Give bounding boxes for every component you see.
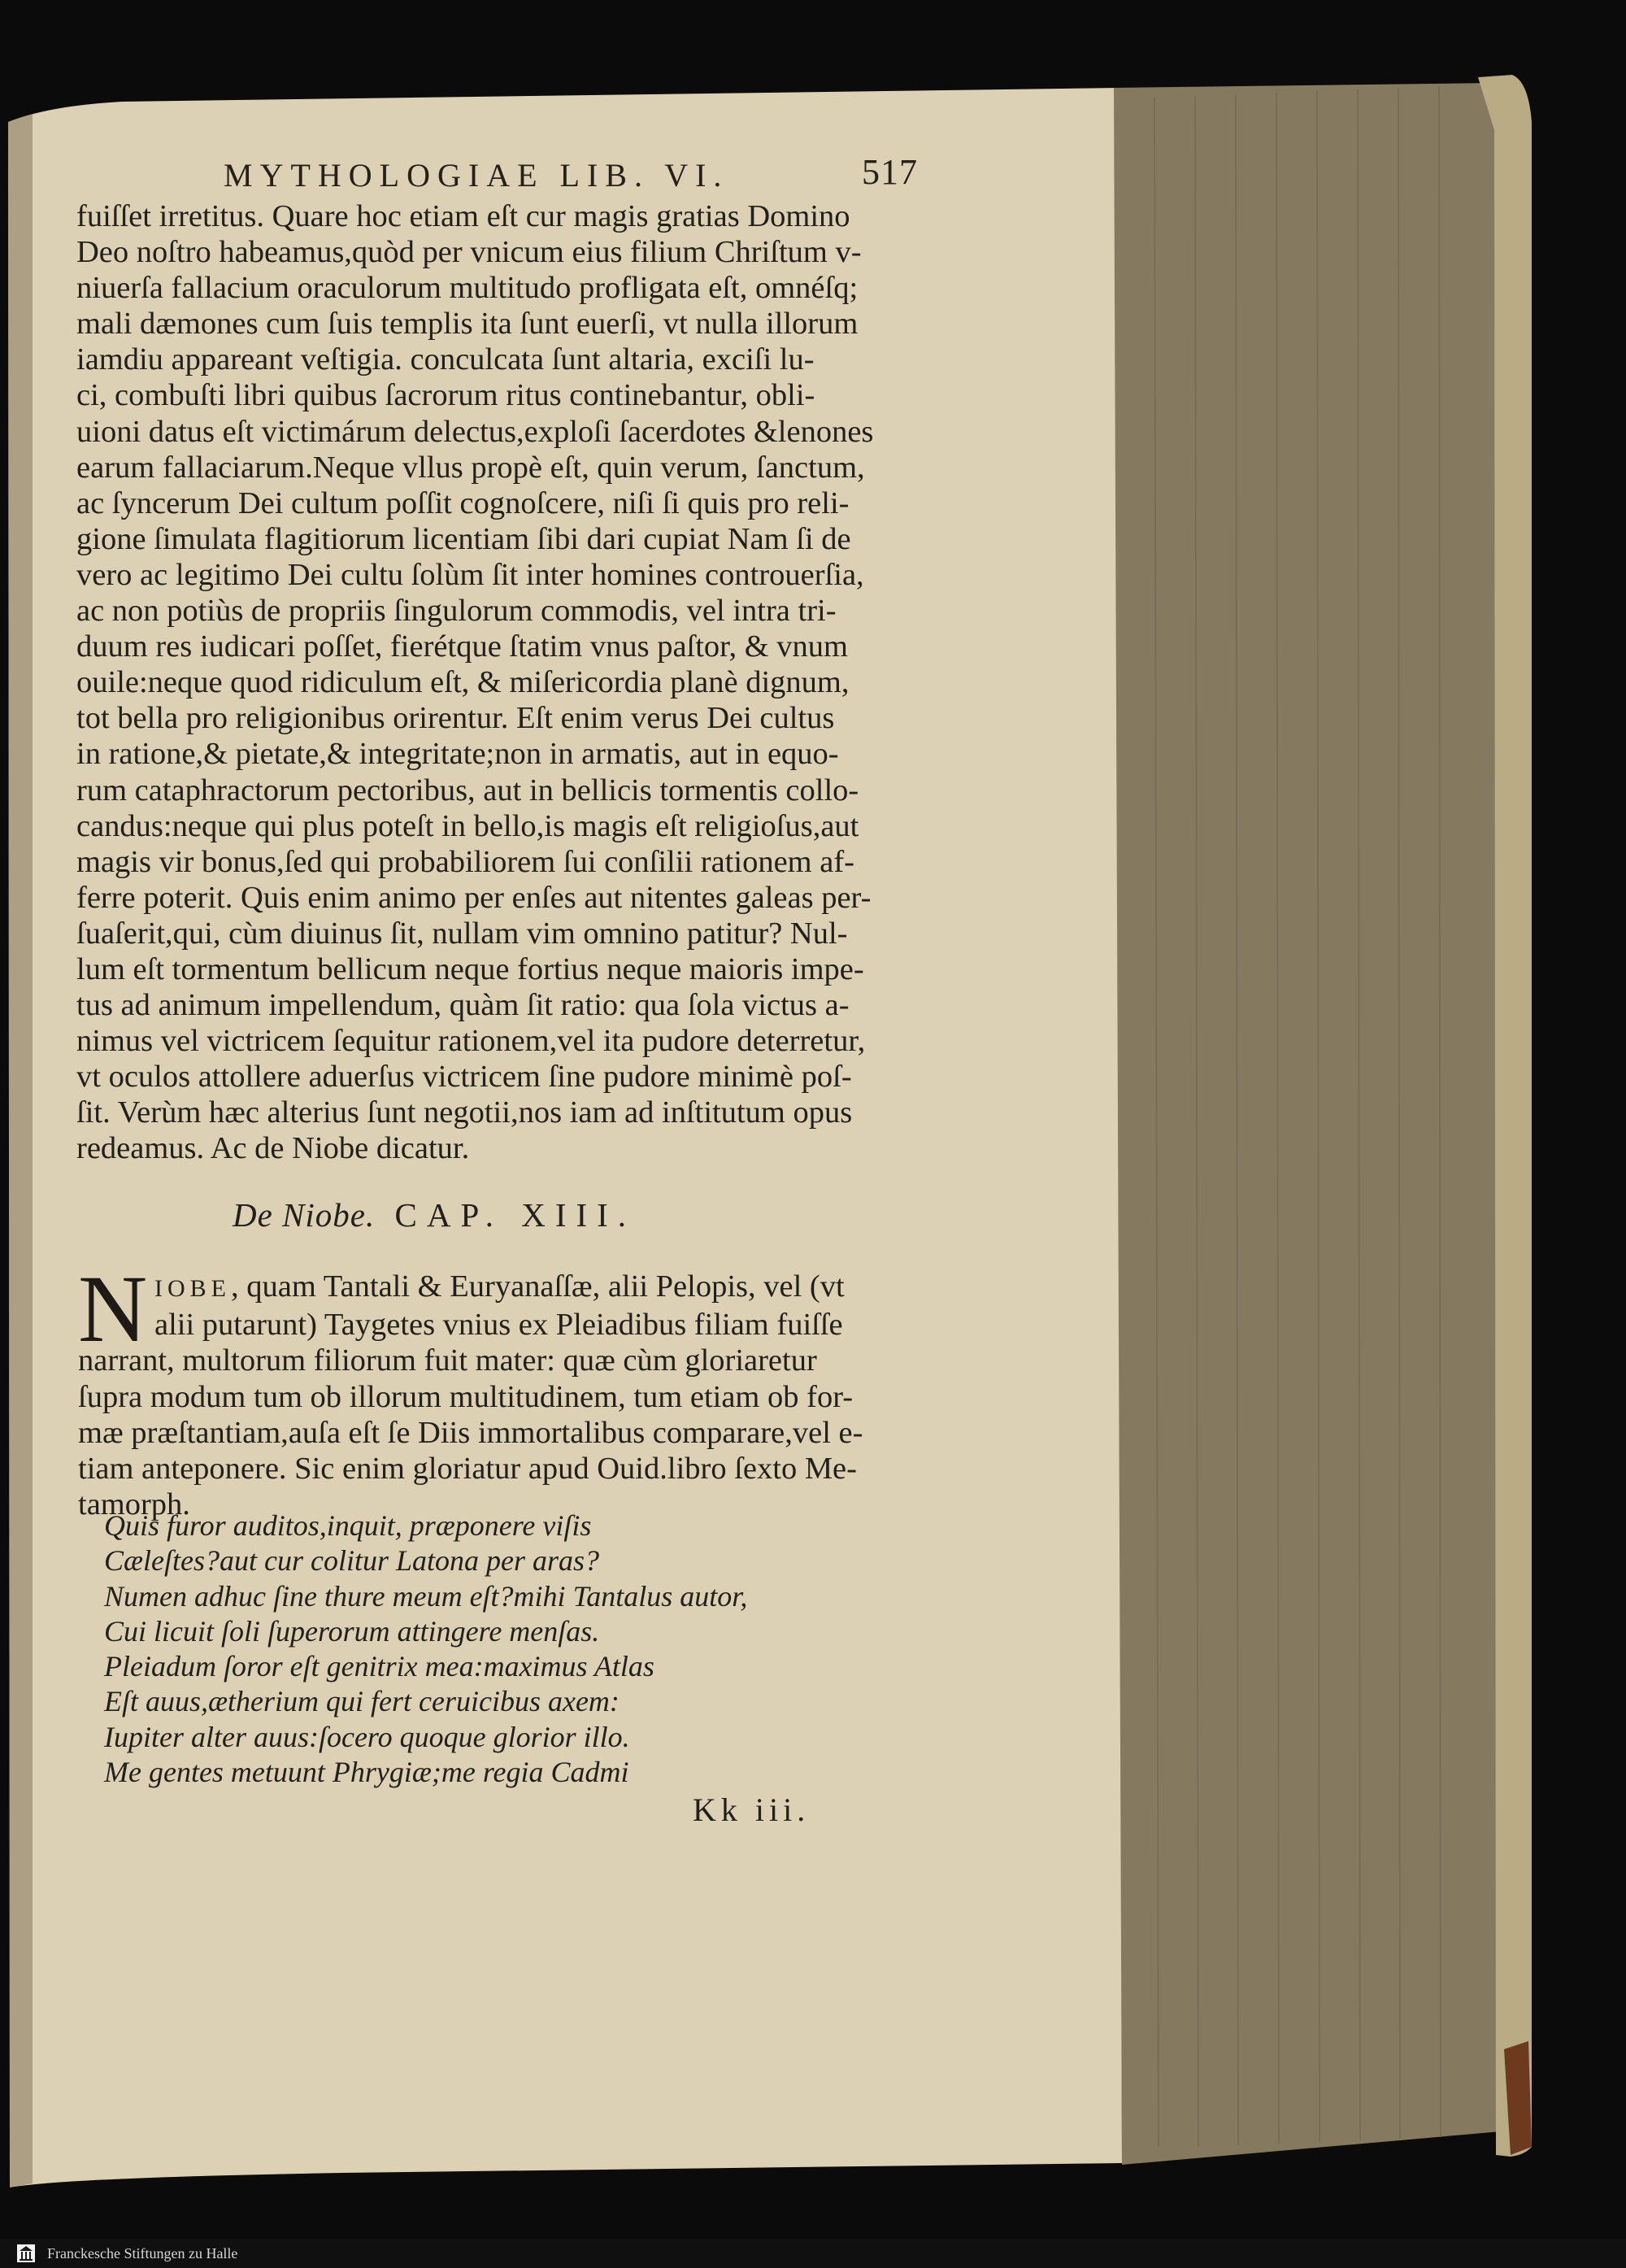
niobe-paragraph	[78, 1256, 932, 1522]
running-head: MYTHOLOGIAE LIB. VI.	[224, 157, 729, 194]
text-line: lum eſt tormentum bellicum neque fortius neque maioris impe-	[76, 951, 864, 986]
verse-line: Quis furor auditos,inquit, præponere viſis	[104, 1509, 592, 1542]
text-line: ouile:neque quod ridiculum eſt, & miſericordia planè dignum,	[76, 665, 850, 700]
text-line: mali dæmones cum ſuis templis ita ſunt euerſi, vt nulla illorum	[76, 307, 859, 342]
text-line: Deo noſtro habeamus,quòd per vnicum eius filium Chriſtum v-	[76, 235, 862, 270]
text-line: redeamus. Ac de Niobe dicatur.	[76, 1131, 470, 1166]
text-line: ſit. Verùm hæc alterius ſunt negotii,nos iam ad inſtitutum opus	[76, 1095, 853, 1130]
text-line: candus:neque qui plus poteſt in bello,is magis eſt religioſus,aut	[76, 808, 859, 843]
text-line: iamdiu appareant veſtigia. conculcata ſunt altaria, exciſi lu-	[76, 342, 815, 377]
small-caps-word: IOBE	[154, 1275, 231, 1302]
text-line: vt oculos attollere aduerſus victricem ſine pudore minimè poſ-	[76, 1060, 852, 1095]
text-line: tus ad animum impellendum, quàm ſit ratio: qua ſola victus a-	[76, 988, 850, 1023]
text-line: in ratione,& pietate,& integritate;non in armatis, aut in equo-	[76, 737, 839, 772]
text-line: ferre poterit. Quis enim animo per enſes aut nitentes galeas per-	[76, 880, 872, 915]
verse-line: Cui licuit ſoli ſuperorum attingere menſas.	[104, 1614, 600, 1648]
verse-line: Cæleſtes?aut cur colitur Latona per aras?	[104, 1544, 600, 1578]
text-line: duum res iudicari poſſet, fierétque ſtatim vnus paſtor, & vnum	[76, 629, 848, 664]
text-line: ac ſyncerum Dei cultum poſſit cognoſcere, niſi ſi quis pro reli-	[76, 485, 850, 520]
chapter-subject: De Niobe.	[233, 1196, 376, 1234]
institution-name: Franckesche Stiftungen zu Halle	[47, 2245, 238, 2261]
text-line: gione ſimulata flagitiorum licentiam ſibi dari cupiat Nam ſi de	[76, 521, 851, 556]
text-line: mæ præſtantiam,auſa eſt ſe Diis immortalibus comparare,vel e-	[78, 1415, 863, 1450]
text-line: tot bella pro religionibus orirentur. Eſt enim verus Dei cultus	[76, 701, 835, 736]
verse-line: Iupiter alter auus:ſocero quoque glorior illo.	[104, 1720, 630, 1753]
text-line: uioni datus eſt victimárum delectus,exploſi ſacerdotes &lenones	[76, 414, 874, 449]
footer-bar	[0, 2239, 1626, 2268]
text-line: magis vir bonus,ſed qui probabiliorem ſui conſilii rationem af-	[76, 844, 854, 879]
text-line: fuiſſet irretitus. Quare hoc etiam eſt cur magis gratias Domino	[76, 199, 850, 233]
text-line: nimus vel victricem ſequitur rationem,vel ita pudore deterretur,	[76, 1024, 866, 1059]
drop-cap: N	[78, 1256, 148, 1362]
text-line: ſuaſerit,qui, cùm diuinus ſit, nullam vim omnino patitur? Nul-	[76, 916, 848, 951]
page-number: 517	[862, 152, 918, 192]
institution-logo-icon	[16, 2244, 36, 2263]
text-line: vero ac legitimo Dei cultu ſolùm ſit inter homines controuerſia,	[76, 557, 864, 592]
text-line: ſupra modum tum ob illorum multitudinem, tum etiam ob for-	[78, 1379, 854, 1414]
verse-line: Pleiadum ſoror eſt genitrix mea:maximus Atlas	[104, 1650, 654, 1683]
body-paragraph	[76, 198, 922, 1167]
text-line: rum cataphractorum pectoribus, aut in bellicis tormentis collo-	[76, 773, 859, 808]
verse-line: Numen adhuc ſine thure meum eſt?mihi Tantalus autor,	[104, 1579, 748, 1613]
text-line: IOBE, quam Tantali & Euryanaſſæ, alii Pelopis, vel (vt	[154, 1269, 845, 1304]
text-line: tiam anteponere. Sic enim gloriatur apud Ouid.libro ſexto Me-	[78, 1452, 857, 1487]
text-line: tamorph.	[78, 1487, 190, 1522]
text-line: ci, combuſti libri quibus ſacrorum ritus continebantur, obli-	[76, 378, 815, 413]
text-line: narrant, multorum filiorum fuit mater: quæ cùm gloriaretur	[78, 1343, 817, 1378]
verse-quotation	[104, 1508, 747, 1790]
verse-line: Eſt auus,ætherium qui fert ceruicibus axem:	[104, 1685, 620, 1718]
verse-line: Me gentes metuunt Phrygiæ;me regia Cadmi	[104, 1756, 629, 1789]
signature-mark: Kk iii.	[693, 1791, 811, 1828]
text-line: niuerſa fallacium oraculorum multitudo profligata eſt, omnéſq;	[76, 271, 859, 306]
chapter-number: CAP. XIII.	[394, 1196, 637, 1234]
text-line: earum fallaciarum.Neque vllus propè eſt, quin verum, ſanctum,	[76, 450, 865, 485]
text-line: ac non potiùs de propriis ſingulorum commodis, vel intra tri-	[76, 594, 837, 629]
chapter-heading	[233, 1195, 636, 1234]
text-line: alii putarunt) Taygetes vnius ex Pleiadibus filiam fuiſſe	[154, 1308, 843, 1343]
